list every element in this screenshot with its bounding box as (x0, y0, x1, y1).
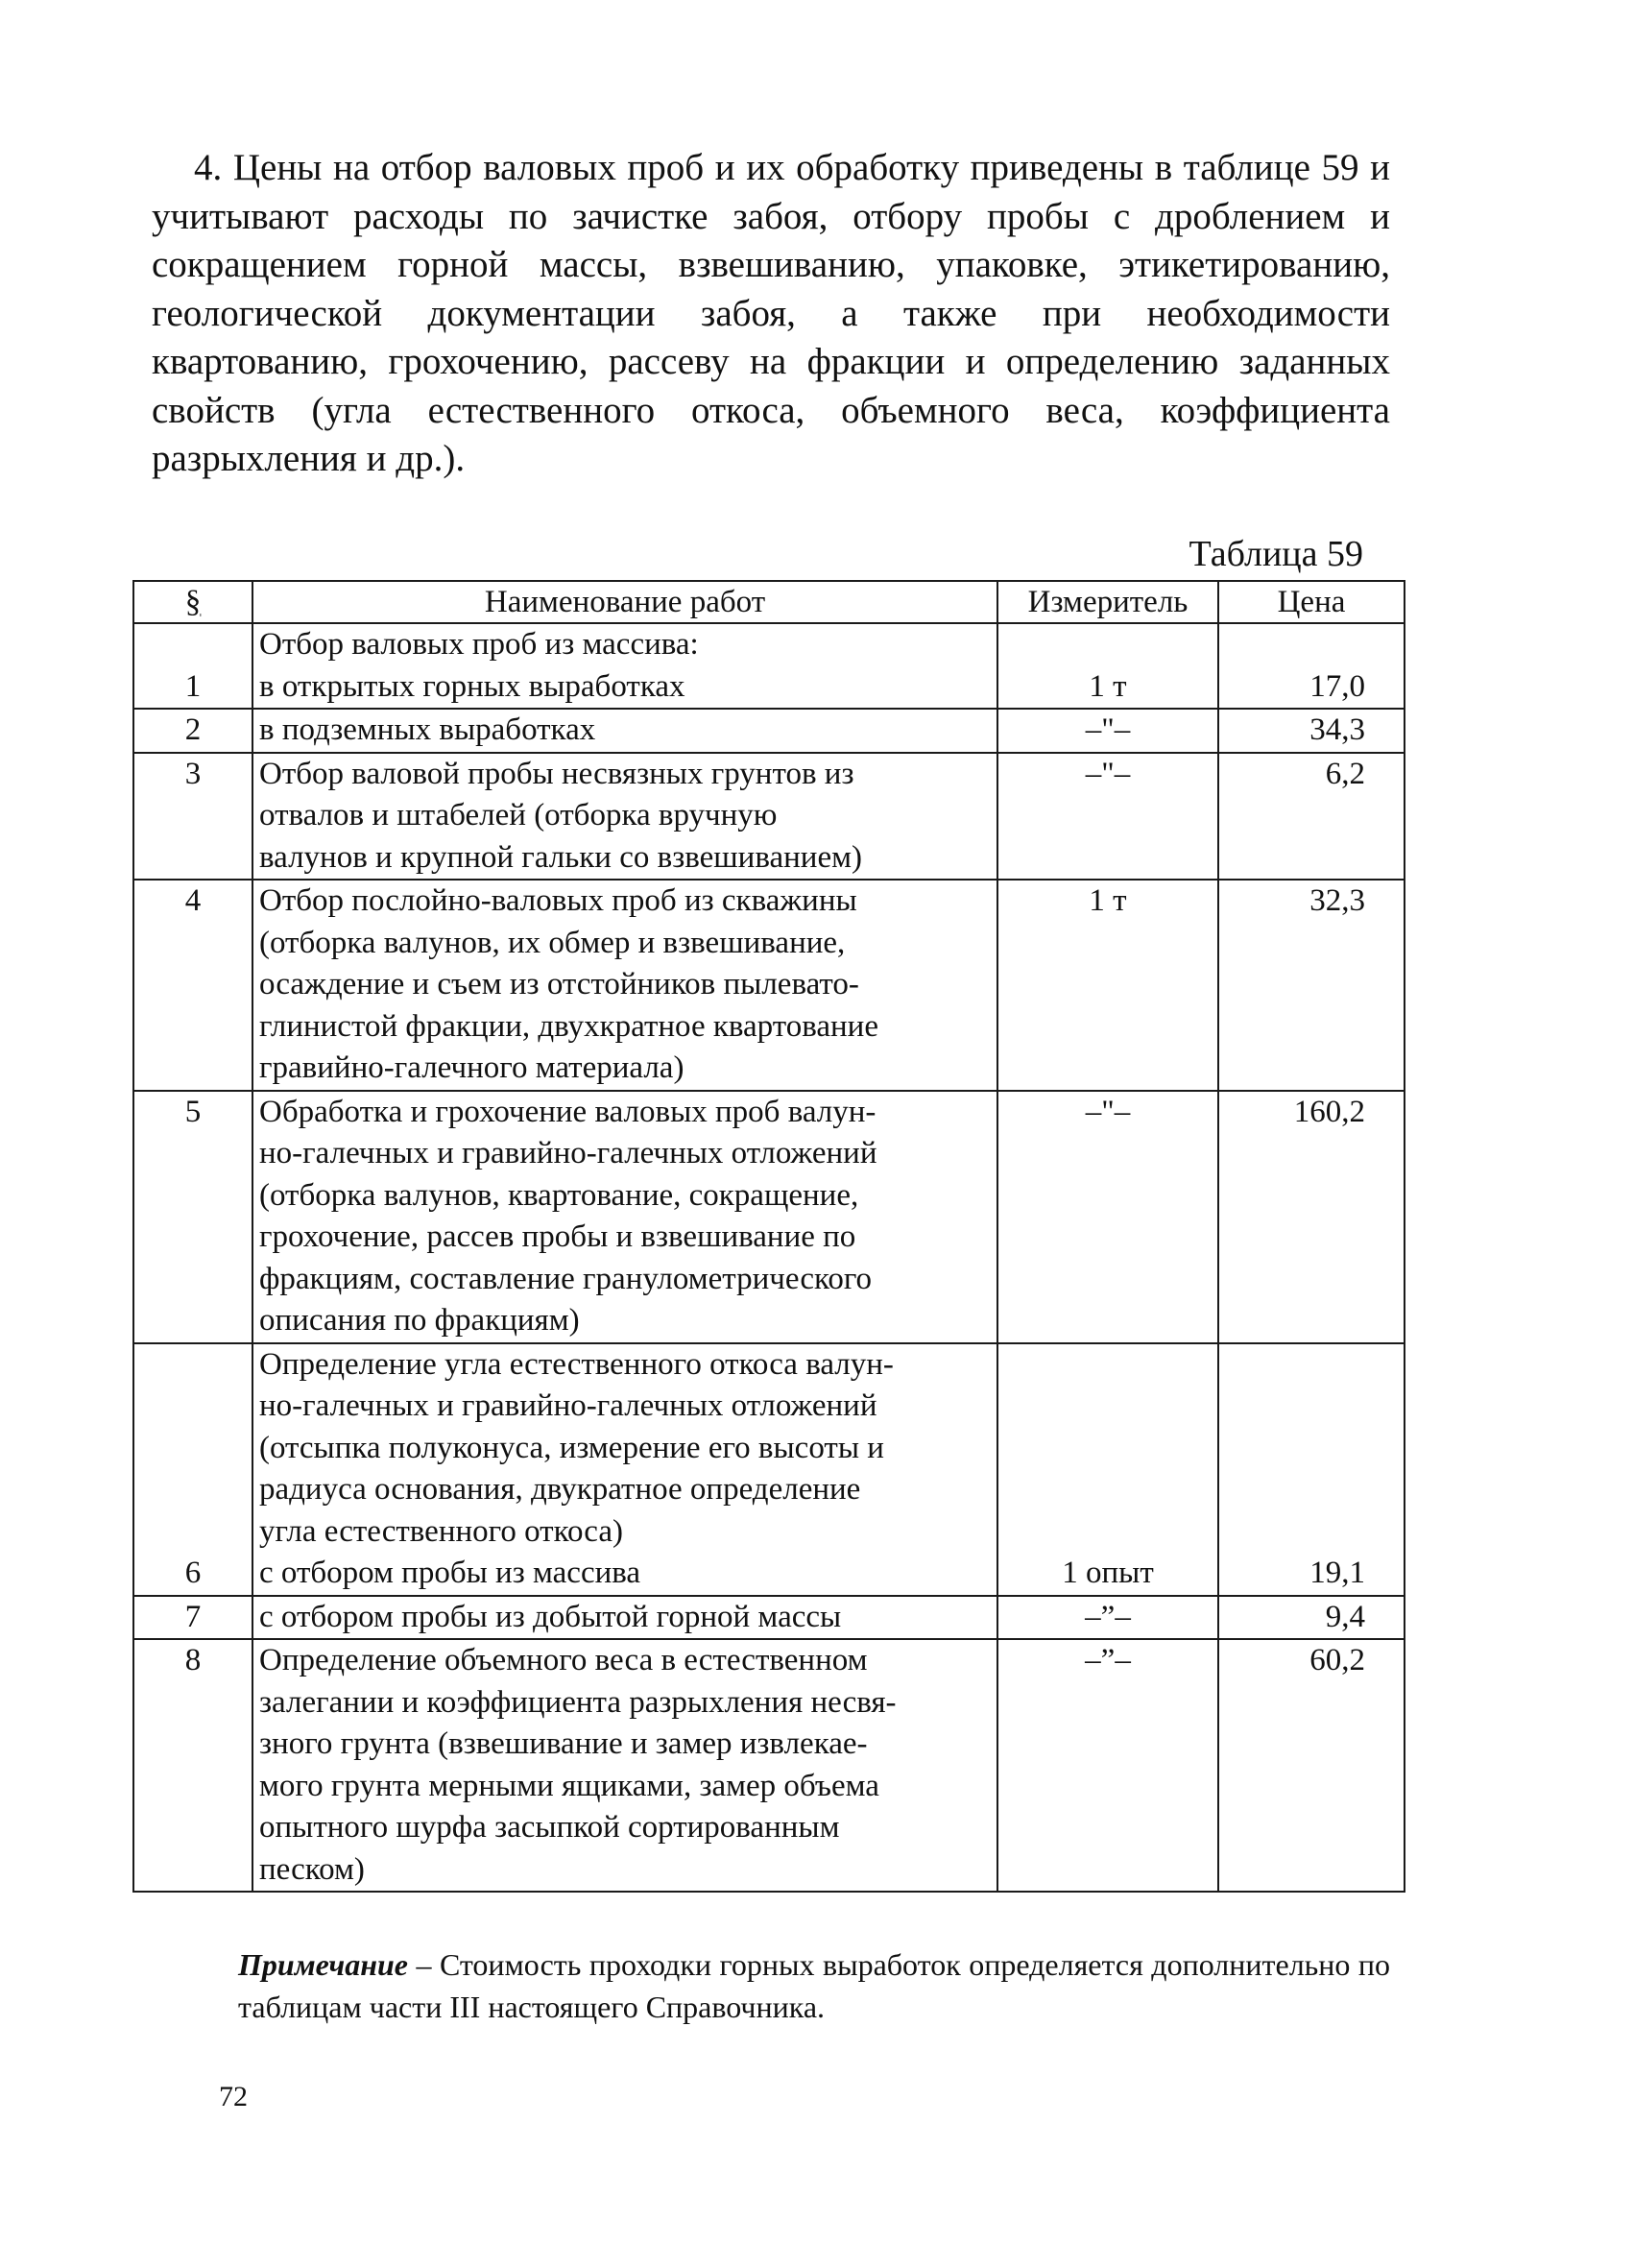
work-name-line: (отборка валунов, квартование, сокращение, (259, 1177, 859, 1213)
table-row (133, 880, 1405, 1091)
row-unit: –”– (997, 1596, 1218, 1640)
work-name-line: зного грунта (взвешивание и замер извлекае- (259, 1726, 868, 1761)
work-name-line: но-галечных и гравийно-галечных отложений (259, 1136, 877, 1170)
work-name-line: в подземных выработках (259, 712, 596, 747)
row-section-number: 7 (133, 1596, 252, 1640)
note (238, 1943, 1390, 2028)
row-section-number: 4 (133, 880, 252, 1091)
table-row (133, 709, 1405, 753)
work-name-line: Отбор послойно-валовых проб из скважины (259, 883, 857, 918)
work-name-line: (отборка валунов, их обмер и взвешивание, (259, 925, 846, 960)
work-name-line: (отсыпка полуконуса, измерение его высоты и (259, 1430, 884, 1465)
table-body (133, 623, 1405, 1892)
work-name-line: фракциям, составление гранулометрического (259, 1261, 873, 1296)
row-price: 34,3 (1218, 709, 1405, 753)
work-name-line: мого грунта мерными ящиками, замер объема (259, 1768, 879, 1803)
table-row (133, 623, 1405, 709)
work-name-line: угла естественного откоса) (259, 1513, 623, 1549)
row-price: 32,3 (1218, 880, 1405, 1091)
work-name-line: глинистой фракции, двухкратное квартование (259, 1008, 878, 1044)
row-section-number: 5 (133, 1091, 252, 1343)
table-caption: Таблица 59 (1189, 534, 1363, 574)
row-work-name (252, 709, 997, 753)
note-text: – Стоимость проходки горных выработок определяется дополнительно по таблицам части III настоящего Справочника. (238, 1947, 1390, 2024)
work-name-line: Отбор валовых проб из массива: (259, 627, 699, 662)
work-name-line: отвалов и штабелей (отборка вручную (259, 798, 778, 832)
work-name-line: грохочение, рассев пробы и взвешивание по (259, 1219, 856, 1254)
work-name-line: осаждение и съем из отстойников пылевато- (259, 967, 859, 1001)
table-row (133, 1343, 1405, 1596)
work-name-line: опытного шурфа засыпкой сортированным (259, 1810, 840, 1845)
row-price: 9,4 (1218, 1596, 1405, 1640)
table-header-row (133, 581, 1405, 623)
row-work-name (252, 1596, 997, 1640)
table-row (133, 1639, 1405, 1892)
table-row (133, 1091, 1405, 1343)
page-number: 72 (219, 2081, 248, 2112)
row-unit: 1 опыт (997, 1343, 1218, 1596)
row-price: 160,2 (1218, 1091, 1405, 1343)
work-name-line: залегании и коэффициента разрыхления несвя- (259, 1684, 897, 1720)
work-name-line: песком) (259, 1851, 365, 1887)
row-unit: –"– (997, 753, 1218, 881)
intro-paragraph: 4. Цены на отбор валовых проб и их обработку приведены в таблице 59 и учитывают расходы по зачистке забоя, отбору пробы с дроблением и сокращением горной массы, взвешиванию, упаковке, этикетированию, геологической документации забоя, а также при необходимости квартованию, грохочению, рассеву на фракции и определению заданных свойств (угла естественного откоса, объемного веса, коэффициента разрыхления и др.). (152, 147, 1390, 479)
row-price: 17,0 (1218, 623, 1405, 709)
work-name-line: радиуса основания, двукратное определение (259, 1472, 861, 1507)
work-name-line: но-галечных и гравийно-галечных отложений (259, 1388, 877, 1423)
row-price: 60,2 (1218, 1639, 1405, 1892)
row-section-number: 3 (133, 753, 252, 881)
row-unit: –"– (997, 1091, 1218, 1343)
note-label: Примечание (238, 1947, 408, 1982)
work-name-line: Определение угла естественного откоса валун- (259, 1346, 894, 1382)
work-name-line: с отбором пробы из добытой горной массы (259, 1599, 842, 1634)
work-name-line: описания по фракциям) (259, 1303, 580, 1338)
row-price: 19,1 (1218, 1343, 1405, 1596)
row-price: 6,2 (1218, 753, 1405, 881)
work-name-line: гравийно-галечного материала) (259, 1050, 684, 1085)
table-row (133, 753, 1405, 881)
row-unit: 1 т (997, 880, 1218, 1091)
header-unit: Измеритель (997, 581, 1218, 623)
row-work-name (252, 880, 997, 1091)
row-section-number: 1 (133, 623, 252, 709)
row-work-name (252, 1639, 997, 1892)
row-unit: –"– (997, 709, 1218, 753)
table-row (133, 1596, 1405, 1640)
work-name-line: валунов и крупной гальки со взвешиванием) (259, 839, 862, 875)
work-name-line: Отбор валовой пробы несвязных грунтов из (259, 756, 854, 791)
row-unit: 1 т (997, 623, 1218, 709)
row-section-number: 6 (133, 1343, 252, 1596)
work-name-line: Определение объемного веса в естественном (259, 1643, 868, 1677)
row-section-number: 8 (133, 1639, 252, 1892)
row-work-name (252, 753, 997, 881)
row-unit: –”– (997, 1639, 1218, 1892)
header-section: § (133, 581, 252, 623)
row-work-name (252, 1091, 997, 1343)
price-table (132, 580, 1405, 1893)
row-section-number: 2 (133, 709, 252, 753)
work-name-line: Обработка и грохочение валовых проб валун- (259, 1094, 877, 1129)
header-price: Цена (1218, 581, 1405, 623)
row-work-name (252, 1343, 997, 1596)
work-name-line: с отбором пробы из массива (259, 1556, 641, 1590)
work-name-line: в открытых горных выработках (259, 668, 685, 704)
header-work-name: Наименование работ (252, 581, 997, 623)
row-work-name (252, 623, 997, 709)
